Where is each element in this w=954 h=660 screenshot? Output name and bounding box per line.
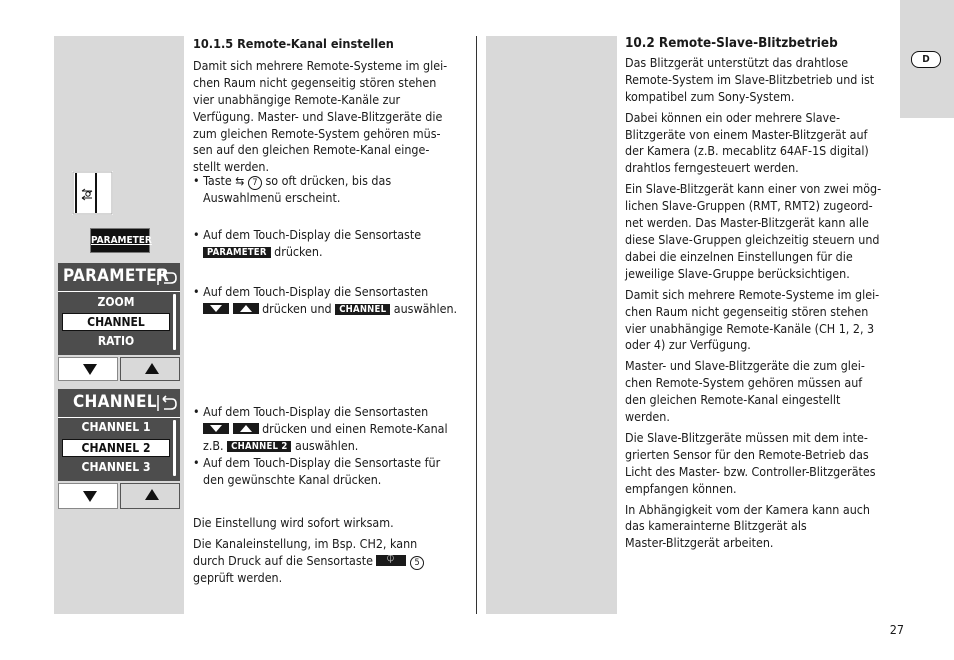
chevron-up-icon (145, 363, 159, 374)
page-number: 27 (889, 622, 904, 637)
intro-line-5: zum gleichen Remote-System gehören müs- (193, 125, 441, 141)
power-key-icon: ⏀ (376, 555, 406, 566)
mode-arrows-icon: ⇆ (235, 174, 245, 188)
p7-line-1: In Abhängigkeit vom der Kamera kann auch (625, 501, 870, 517)
menu2-item-channel-2[interactable]: CHANNEL 2 (62, 439, 170, 457)
menu2-item-channel-3[interactable]: CHANNEL 3 (81, 460, 151, 474)
chevron-down-icon (83, 491, 97, 502)
step5-text-b: den gewünschte Kanal drücken. (203, 471, 382, 487)
back-icon (156, 267, 178, 287)
step1-key-number: 7 (248, 176, 262, 190)
menu2-down-button[interactable] (58, 483, 118, 509)
step-4: • Auf dem Touch-Display die Sensortasten drücken und einen Remote-Kanal z.B. CHANNEL 2 auswählen. • Auf dem Touch-Display die Sensortaste für den gewünschte Kanal drücken. (193, 404, 473, 489)
p3-line-5: dabei die einzelnen Einstellungen für die (625, 248, 853, 264)
step2-text-b: drücken. (274, 243, 323, 259)
outro-key-number: 5 (410, 556, 424, 570)
channel-2-chip: CHANNEL 2 (227, 441, 291, 452)
column-divider (476, 36, 477, 614)
menu2-divider (58, 417, 180, 418)
left-outro (193, 515, 473, 587)
p4-line-2: chen Raum nicht gegenseitig stören stehen (625, 303, 869, 319)
step1-text-a: Taste (203, 173, 232, 188)
p6-line-2: grierten Sensor für den Remote-Betrieb das (625, 446, 869, 462)
intro-line-1: Damit sich mehrere Remote-Systeme im glei- (193, 57, 448, 73)
menu1-item-channel[interactable]: CHANNEL (62, 313, 170, 331)
paragraph-6 (625, 430, 897, 498)
step4-text-a: Auf dem Touch-Display die Sensortasten (203, 404, 429, 419)
down-key-icon (203, 423, 229, 434)
chevron-down-icon (83, 364, 97, 375)
menu1-divider (58, 291, 180, 292)
intro-line-2: chen Raum nicht gegenseitig stören stehen (193, 74, 437, 90)
p5-line-4: werden. (625, 409, 670, 425)
p4-line-1: Damit sich mehrere Remote-Systeme im glei- (625, 286, 880, 302)
parameter-button-label: PARAMETER (91, 235, 152, 246)
p1-line-1: Das Blitzgerät unterstützt das drahtlose (625, 54, 849, 70)
step-2: • Auf dem Touch-Display die Sensortaste PARAMETER drücken. (193, 227, 422, 259)
outro-line-1: Die Einstellung wird sofort wirksam. (193, 515, 394, 530)
p3-line-2: lichen Slave-Gruppen (RMT, RMT2) zugeord- (625, 198, 873, 214)
p5-line-2: chen Remote-System gehören müssen auf (625, 375, 863, 391)
intro-line-3: vier unabhängige Remote-Kanäle zur (193, 91, 401, 107)
up-key-icon (233, 303, 259, 314)
p2-line-2: Blitzgeräte von einem Master-Blitzgerät auf (625, 126, 868, 142)
section-heading-remote-slave: 10.2 Remote-Slave-Blitzbetrieb (625, 36, 838, 51)
step4-text-c: z.B. (203, 437, 224, 453)
step-3: • Auf dem Touch-Display die Sensortasten drücken und CHANNEL auswählen. (193, 284, 458, 316)
parameter-menu-screen (58, 263, 180, 355)
parameter-menu-title: PARAMETER (63, 266, 170, 286)
step3-text-b: drücken und (262, 300, 332, 316)
p7-line-2: das kamerainterne Blitzgerät als (625, 518, 807, 534)
section-heading-remote-channel: 10.1.5 Remote-Kanal einstellen (193, 36, 394, 51)
parameter-chip: PARAMETER (203, 247, 271, 258)
paragraph-7 (625, 502, 897, 553)
step2-text-a: Auf dem Touch-Display die Sensortaste (203, 227, 422, 242)
outro-line-4: geprüft werden. (193, 569, 283, 585)
p5-line-1: Master- und Slave-Blitzgeräte die zum glei- (625, 358, 865, 374)
p3-line-4: diese Slave-Gruppen gleichzeitig steuern und (625, 231, 880, 247)
step-1: • Taste ⇆ 7 so oft drücken, bis das Auswahlmenü erscheint. (193, 173, 473, 207)
menu2-item-channel-1[interactable]: CHANNEL 1 (81, 420, 151, 434)
step3-text-c: auswählen. (393, 300, 458, 316)
right-text-column (625, 36, 897, 552)
p7-line-3: Master-Blitzgerät arbeiten. (625, 535, 774, 551)
p2-line-3: der Kamera (z.B. mecablitz 64AF-1S digital) (625, 143, 869, 159)
channel-menu-screen (58, 389, 180, 481)
p6-line-4: empfangen können. (625, 480, 737, 496)
menu2-up-button[interactable] (120, 483, 180, 509)
p2-line-4: drahtlos ferngesteuert werden. (625, 160, 799, 176)
up-key-icon (233, 423, 259, 434)
language-tab (911, 51, 941, 68)
paragraph-3 (625, 181, 897, 282)
parameter-button-image (90, 228, 150, 253)
menu2-scrollbar[interactable] (173, 420, 176, 476)
paragraph-1 (625, 55, 897, 106)
step3-text-a: Auf dem Touch-Display die Sensortasten (203, 284, 429, 299)
p2-line-1: Dabei können ein oder mehrere Slave- (625, 109, 841, 125)
p5-line-3: den gleichen Remote-Kanal eingestellt (625, 392, 841, 408)
left-text-column (193, 36, 473, 176)
mode-button-icon (72, 171, 113, 215)
down-key-icon (203, 303, 229, 314)
p1-line-2: Remote-System im Slave-Blitzbetrieb und ist (625, 71, 875, 87)
intro-line-7: stellt werden. (193, 159, 270, 175)
menu1-down-button[interactable] (58, 357, 118, 381)
menu1-item-ratio[interactable]: RATIO (97, 334, 135, 348)
channel-chip: CHANNEL (335, 304, 390, 315)
channel-menu-title: CHANNEL (73, 392, 157, 412)
middle-margin-column (486, 36, 617, 614)
p1-line-3: kompatibel zum Sony-System. (625, 88, 795, 104)
p4-line-4: oder 4) zur Verfügung. (625, 337, 751, 353)
p3-line-3: net werden. Das Master-Blitzgerät kann alle (625, 215, 869, 231)
intro-line-4: Verfügung. Master- und Slave-Blitzgeräte die (193, 108, 443, 124)
step1-text-c: Auswahlmenü erscheint. (203, 190, 341, 205)
chevron-up-icon (145, 489, 159, 500)
p3-line-6: jeweilige Slave-Gruppe berücksichtigen. (625, 265, 850, 281)
step5-text-a: Auf dem Touch-Display die Sensortaste für (203, 454, 441, 470)
outro-line-2: Die Kanaleinstellung, im Bsp. CH2, kann (193, 535, 418, 551)
step4-text-b: drücken und einen Remote-Kanal (262, 420, 448, 436)
step4-text-d: auswählen. (295, 437, 359, 453)
menu1-scrollbar[interactable] (173, 294, 176, 350)
p6-line-3: Licht des Master- bzw. Controller-Blitzgerätes (625, 463, 876, 479)
paragraph-5 (625, 358, 897, 426)
paragraph-4 (625, 287, 897, 355)
outro-line-3: durch Druck auf die Sensortaste (193, 552, 373, 568)
back-icon (156, 393, 178, 413)
p4-line-3: vier unabhängige Remote-Kanäle (CH 1, 2, 3 (625, 320, 875, 336)
p6-line-1: Die Slave-Blitzgeräte müssen mit dem inte- (625, 429, 868, 445)
p3-line-1: Ein Slave-Blitzgerät kann einer von zwei mög- (625, 181, 882, 197)
menu1-item-zoom[interactable]: ZOOM (97, 295, 135, 309)
paragraph-2 (625, 110, 897, 178)
step1-text-b: so oft drücken, bis das (265, 173, 392, 188)
intro-line-6: sen auf den gleichen Remote-Kanal einge- (193, 142, 430, 158)
language-tab-label: D (922, 54, 930, 65)
menu1-up-button[interactable] (120, 357, 180, 381)
